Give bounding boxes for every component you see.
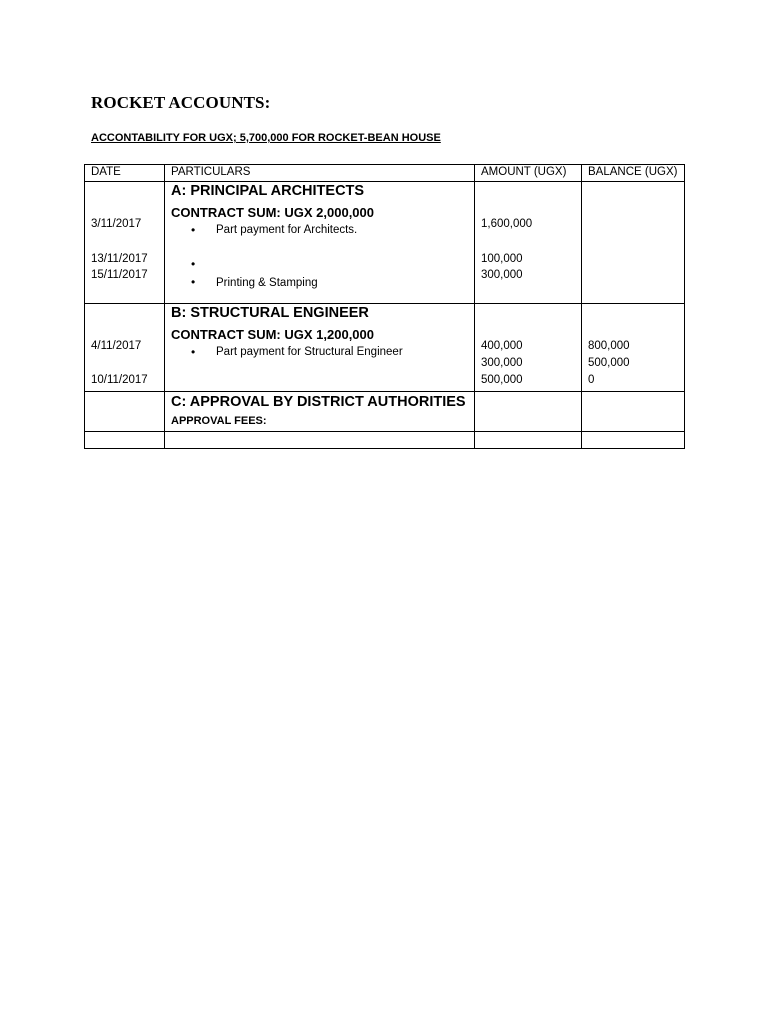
header-particulars: PARTICULARS — [171, 166, 251, 178]
balance-cell: 500,000 — [588, 357, 630, 369]
row-divider — [85, 391, 684, 392]
row-divider — [85, 181, 684, 182]
date-cell: 13/11/2017 — [91, 253, 148, 265]
approval-fees-label: APPROVAL FEES: — [171, 415, 267, 427]
section-b-title: B: STRUCTURAL ENGINEER — [171, 305, 369, 321]
date-cell: 3/11/2017 — [91, 218, 142, 230]
amount-cell: 300,000 — [481, 357, 523, 369]
row-divider — [85, 431, 684, 432]
section-b-contract-sum: CONTRACT SUM: UGX 1,200,000 — [171, 327, 374, 342]
row-divider — [85, 303, 684, 304]
amount-cell: 500,000 — [481, 374, 523, 386]
bullet-dot: • — [191, 345, 196, 359]
date-cell: 10/11/2017 — [91, 374, 148, 386]
column-divider — [474, 165, 475, 448]
section-a-contract-sum: CONTRACT SUM: UGX 2,000,000 — [171, 205, 374, 220]
amount-cell: 1,600,000 — [481, 218, 533, 230]
amount-cell: 100,000 — [481, 253, 523, 265]
page-title: ROCKET ACCOUNTS: — [91, 93, 271, 112]
amount-cell: 300,000 — [481, 269, 523, 281]
amount-cell: 400,000 — [481, 340, 523, 352]
bullet-text: Part payment for Structural Engineer — [216, 346, 403, 358]
column-divider — [581, 165, 582, 448]
accounts-table — [84, 164, 685, 449]
bullet-dot: • — [191, 223, 196, 237]
header-date: DATE — [91, 166, 121, 178]
header-amount: AMOUNT (UGX) — [481, 166, 567, 178]
section-c-title: C: APPROVAL BY DISTRICT AUTHORITIES — [171, 394, 466, 410]
header-balance: BALANCE (UGX) — [588, 166, 678, 178]
date-cell: 15/11/2017 — [91, 269, 148, 281]
bullet-text: Printing & Stamping — [216, 277, 318, 289]
date-cell: 4/11/2017 — [91, 340, 142, 352]
column-divider — [164, 165, 165, 448]
bullet-text: Part payment for Architects. — [216, 224, 358, 236]
balance-cell: 0 — [588, 374, 595, 386]
section-a-title: A: PRINCIPAL ARCHITECTS — [171, 183, 365, 199]
balance-cell: 800,000 — [588, 340, 630, 352]
document-subtitle: ACCONTABILITY FOR UGX; 5,700,000 FOR ROCKET-BEAN HOUSE — [91, 132, 441, 144]
bullet-dot: • — [191, 257, 196, 271]
bullet-dot: • — [191, 275, 196, 289]
